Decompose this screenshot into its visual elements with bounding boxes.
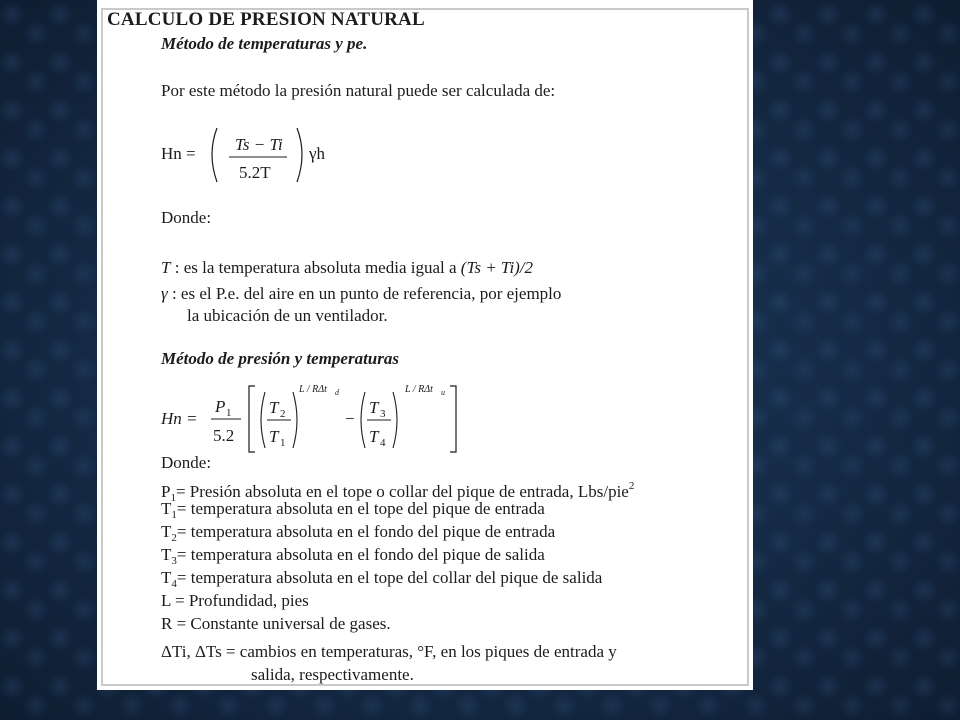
def-text: = temperatura absoluta en el fondo del pique de salida: [176, 545, 545, 564]
formula2-t4-sub: 4: [380, 437, 386, 449]
def-symbol-sub: 4: [171, 578, 177, 590]
def-T-expression: (Ts + Ti)/2: [460, 258, 534, 277]
def-R-line: R = Constante universal de gases.: [161, 614, 391, 633]
formula2-minus: −: [345, 409, 355, 428]
formula2-right-bracket: [450, 386, 456, 452]
formula1-numerator: Ts − Ti: [235, 135, 283, 154]
def-symbol-sub: 1: [170, 492, 176, 504]
formula2-t2: T: [269, 398, 279, 417]
def-T-line: [161, 258, 533, 278]
formula2-p: P: [215, 397, 226, 416]
formula2-t4: T: [369, 427, 379, 446]
formula2-constant: 5.2: [213, 426, 235, 445]
def-symbol: T: [161, 499, 172, 518]
formula2-paren-1-left: [261, 392, 265, 448]
def-gamma-line: [161, 284, 561, 304]
def-text: = temperatura absoluta en el tope del collar del pique de salida: [176, 568, 603, 587]
method1-donde: Donde:: [161, 208, 212, 227]
formula2-left-bracket: [249, 386, 255, 452]
formula-hn-temperature: [159, 122, 399, 186]
def-symbol: T: [161, 568, 172, 587]
formula2-lhs: Hn =: [161, 409, 198, 428]
method1-intro: Por este método la presión natural puede ser calculada de:: [161, 81, 556, 100]
formula1-right-paren: [297, 128, 302, 182]
method1-heading: Método de temperaturas y pe.: [161, 34, 368, 53]
formula2-t3-sub: 3: [380, 408, 386, 420]
def-symbol: T: [161, 522, 172, 541]
formula1-lhs: Hn =: [161, 144, 196, 163]
def-symbol-sub: 1: [171, 509, 177, 521]
def-gamma-continuation: la ubicación de un ventilador.: [187, 306, 388, 325]
def-superscript: 2: [628, 480, 635, 492]
formula1-denominator: 5.2T: [239, 163, 271, 182]
def-T-text: : es la temperatura absoluta media igual a: [170, 258, 461, 277]
method2-donde: Donde:: [161, 453, 212, 472]
def-symbol-sub: 2: [171, 532, 177, 544]
def-text: = Presión absoluta en el tope o collar del pique de entrada, Lbs/pie: [175, 482, 629, 501]
document-page: [97, 0, 753, 690]
document-frame: [101, 8, 749, 686]
def-symbol-sub: 3: [171, 555, 177, 567]
method2-heading: Método de presión y temperaturas: [161, 349, 399, 368]
def-text: = temperatura absoluta en el tope del pique de entrada: [176, 499, 545, 518]
def-text: = temperatura absoluta en el fondo del pique de entrada: [176, 522, 556, 541]
formula2-t2-sub: 2: [280, 408, 286, 420]
def-L-line: L = Profundidad, pies: [161, 591, 309, 610]
formula2-paren-2-left: [361, 392, 365, 448]
def-gamma-text: : es el P.e. del aire en un punto de referencia, por ejemplo: [167, 284, 562, 303]
formula2-paren-1-right: [293, 392, 297, 448]
formula-hn-pressure: [159, 372, 469, 456]
def-symbol: P: [161, 482, 171, 501]
formula2-t3: T: [369, 398, 379, 417]
formula1-left-paren: [212, 128, 217, 182]
page-title: CALCULO DE PRESION NATURAL: [107, 9, 425, 30]
formula2-exp-d-sub: d: [335, 388, 339, 397]
document-content: [103, 10, 747, 684]
def-delta-line: ΔTi, ΔTs = cambios en temperaturas, °F, en los piques de entrada y: [161, 642, 617, 661]
formula2-t1: T: [269, 427, 279, 446]
def-T-symbol: T: [161, 258, 171, 277]
def-gamma-symbol: γ: [161, 284, 168, 303]
def-delta-continuation: salida, respectivamente.: [251, 665, 414, 684]
formula1-rhs: γh: [309, 144, 326, 163]
formula2-t1-sub: 1: [280, 437, 286, 449]
formula2-exp-u-sub: u: [441, 388, 445, 397]
def-symbol: T: [161, 545, 172, 564]
formula2-p-sub: 1: [226, 407, 232, 419]
formula2-exp-u: L / RΔt: [405, 384, 433, 395]
formula2-paren-2-right: [393, 392, 397, 448]
formula2-exp-d: L / RΔt: [299, 384, 327, 395]
